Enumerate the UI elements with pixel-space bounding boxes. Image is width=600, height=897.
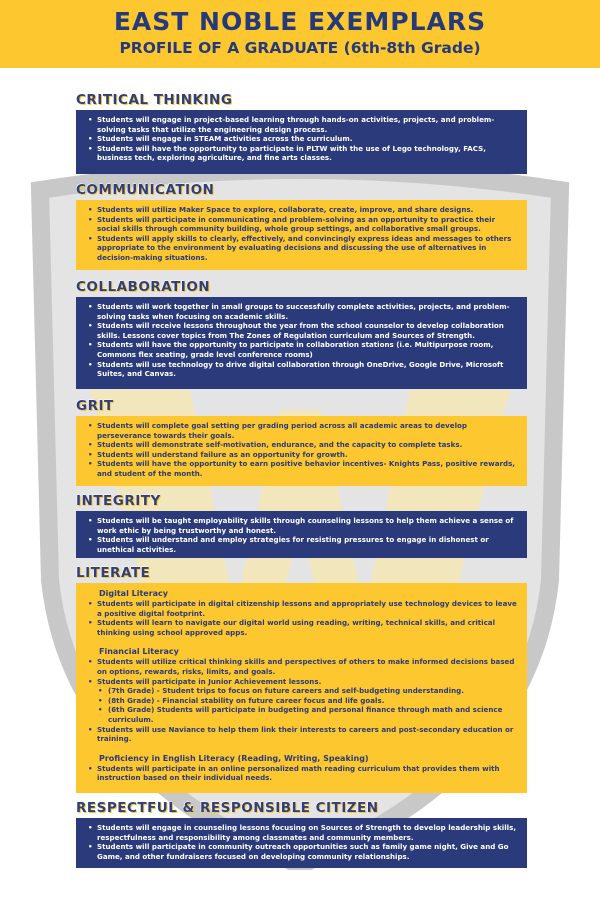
section-title-collaboration: COLLABORATION xyxy=(76,279,211,295)
integrity-box xyxy=(76,511,527,558)
page-title: EAST NOBLE EXEMPLARS xyxy=(113,7,487,36)
english-literacy-heading: Proficiency in English Literacy (Reading, Writing, Speaking) xyxy=(99,753,369,763)
section-title-integrity: INTEGRITY xyxy=(76,493,161,509)
collaboration-box xyxy=(76,297,527,389)
list-subitem: • (7th Grade) - Student trips to focus on future careers and self-budgeting understanding. xyxy=(86,686,519,696)
list-item: • Students will work together in small groups to successfully complete activities, projects, and problem-solving tasks when focusing on academic skills. xyxy=(86,302,519,321)
financial-literacy-heading: Financial Literacy xyxy=(99,647,179,657)
list-item: • Students will engage in project-based learning through hands-on activities, projects, and problem-solving tasks that utilize the engineering design process. xyxy=(86,115,519,134)
list-item: • Students will participate in Junior Achievement lessons. xyxy=(86,677,519,687)
list-subitem: • (8th Grade) - Financial stability on future career focus and life goals. xyxy=(86,696,519,706)
list-item: • Students will have the opportunity to earn positive behavior incentives- Knights Pass, positive rewards, and student of the month. xyxy=(86,459,519,478)
list-item: • Students will be taught employability skills through counseling lessons to help them achieve a sense of work ethic by being trustworthy and honest. xyxy=(86,516,519,535)
list-item: • Students will use technology to drive digital collaboration through OneDrive, Google Drive, Microsoft Suites, and Canvas. xyxy=(86,360,519,379)
list-item: • Students will apply skills to clearly, effectively, and convincingly express ideas and messages to others appropriate to the environment by evaluating decisions and discussing the use of alternatives in decision-making situations. xyxy=(86,234,519,263)
list-item: • Students will engage in counseling lessons focusing on Sources of Strength to develop leadership skills, respectfulness and responsibility among classmates and community members. xyxy=(86,823,519,842)
list-item: • Students will have the opportunity to participate in PLTW with the use of Lego technology, FACS, business tech, exploring agriculture, and fine arts classes. xyxy=(86,144,519,163)
section-title-communication: COMMUNICATION xyxy=(76,182,215,198)
digital-literacy-heading: Digital Literacy xyxy=(99,589,168,598)
header-banner xyxy=(0,0,600,68)
section-title-grit: GRIT xyxy=(76,398,114,414)
communication-box xyxy=(76,200,527,270)
list-subitem: • (6th Grade) Students will participate in budgeting and personal finance through math and science curriculum. xyxy=(86,705,519,724)
page-subtitle: PROFILE OF A GRADUATE (6th-8th Grade) xyxy=(119,39,481,57)
critical-thinking-box xyxy=(76,110,527,174)
list-item: • Students will participate in community outreach opportunities such as family game night, Give and Go Game, and other fundraisers focused on developing community relationships. xyxy=(86,842,519,861)
section-title-critical-thinking: CRITICAL THINKING xyxy=(76,92,233,108)
list-item: • Students will utilize Maker Space to explore, collaborate, create, improve, and share designs. xyxy=(86,205,519,215)
grit-box xyxy=(76,416,527,486)
list-item: • Students will understand and employ strategies for resisting pressures to engage in dishonest or unethical activities. xyxy=(86,535,519,554)
list-item: • Students will engage in STEAM activities across the curriculum. xyxy=(86,134,519,144)
list-item: • Students will have the opportunity to participate in collaboration stations (i.e. Multipurpose room, Commons flex seating, grade level conference rooms) xyxy=(86,340,519,359)
citizen-box xyxy=(76,818,527,868)
section-title-citizen: RESPECTFUL & RESPONSIBLE CITIZEN xyxy=(76,800,379,816)
list-item: • Students will use Naviance to help them link their interests to careers and post-secondary education or training. xyxy=(86,725,519,744)
list-item: • Students will learn to navigate our digital world using reading, writing, technical skills, and critical thinking using school approved apps. xyxy=(86,618,519,637)
list-item: • Students will complete goal setting per grading period across all academic areas to develop perseverance towards their goals. xyxy=(86,421,519,440)
list-item: • Students will utilize critical thinking skills and perspectives of others to make informed decisions based on options, rewards, risks, limits, and goals. xyxy=(86,657,519,676)
list-item: • Students will demonstrate self-motivation, endurance, and the capacity to complete tasks. xyxy=(86,440,519,450)
section-title-literate: LITERATE xyxy=(76,565,151,581)
list-item: • Students will receive lessons throughout the year from the school counselor to develop collaboration skills. Lessons cover topics from The Zones of Regulation curriculum and Sources of Strength. xyxy=(86,321,519,340)
list-item: • Students will participate in digital citizenship lessons and appropriately use technology devices to leave a positive digital footprint. xyxy=(86,599,519,618)
list-item: • Students will understand failure as an opportunity for growth. xyxy=(86,450,519,460)
list-item: • Students will participate in communicating and problem-solving as an opportunity to practice their social skills through community building, whole group settings, and collaborative small groups. xyxy=(86,215,519,234)
list-item: • Students will participate in an online personalized math reading curriculum that provides them with instruction based on their individual needs. xyxy=(86,764,519,783)
literate-box xyxy=(76,583,527,793)
